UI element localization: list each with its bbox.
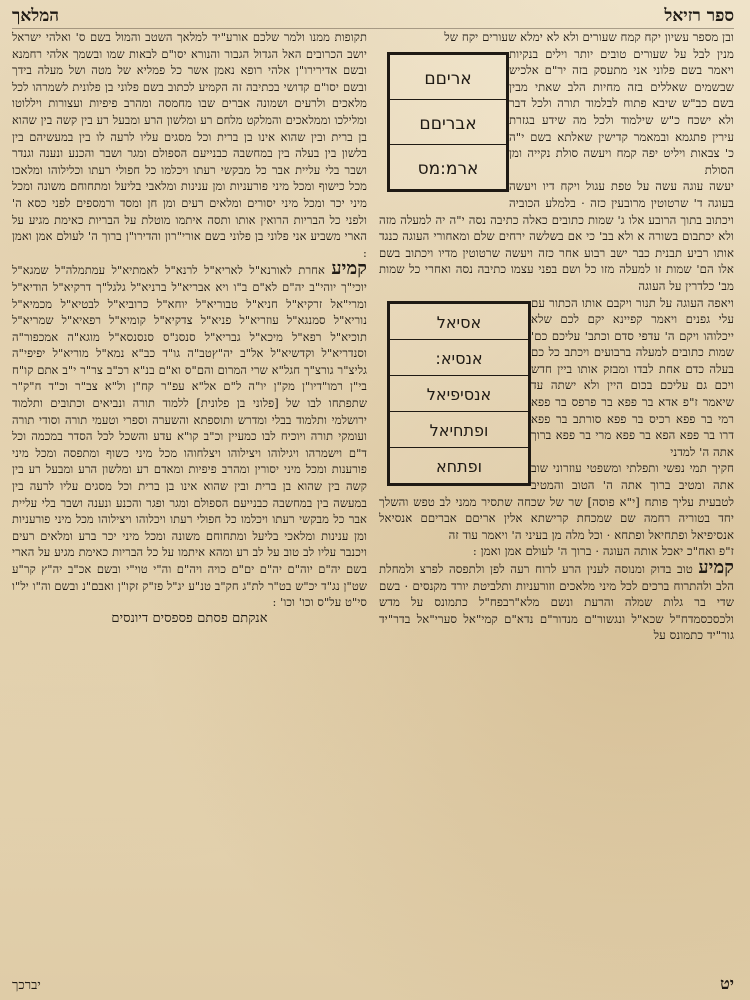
name-box-1-cell: ארמ:מס xyxy=(417,158,479,179)
page-footer xyxy=(12,974,734,994)
name-box-1-cell: אריםם xyxy=(390,55,506,100)
left-column xyxy=(12,29,367,967)
name-box-1-cell: אבריםם xyxy=(390,100,506,145)
running-head-right: ספר רזיאל xyxy=(664,6,734,26)
name-box-2-cell: ופתחא xyxy=(435,456,482,476)
name-box-2-cell: אסיאל xyxy=(390,304,528,340)
amulet-heading: קמיע xyxy=(698,557,734,578)
right-opening-line: ובן מספר עשיון יקח קמח שעורים ולא לא ימלא שעורים יקח של xyxy=(444,30,734,44)
text-columns xyxy=(12,29,734,967)
running-head-left: המלאך xyxy=(12,6,60,26)
name-box-2-cell: אנסיא: xyxy=(390,340,528,376)
right-amulet-section xyxy=(379,557,734,644)
amulet-heading: קמיע xyxy=(331,258,367,280)
name-box-1 xyxy=(387,52,509,192)
right-paragraph-2: יעשה עוגה עשה על טפת עגול ויקח דיו ויעשה בעוגה ד' שרטוטין מרובעין כזה · בלמלע הכוביה ויכתוב בתוך הרובע אלו ג' שמות כתובים כאלה כתיבה נסה י"ה יה למעלה מזה ולא יכתבום בשורה א ולא בב' כי אם בשלשה ירחים שלם ומאחורי העוגה כנגד אותו רביע תבנית כבר ישב רבוע אחר כזה ויעשה שרטוטין מדיו ויכתוב בשם אלו הם' שמות זו למעלה מזו כל ושם בפני עצמו כתיבה נסה ואחרי כל שמות מב' כלדרין על העוגה xyxy=(379,179,734,293)
right-paragraph-5: ז"פ ואח"כ יאכל אותה העוגה · ברוך ה' לעולם אמן ואמן : xyxy=(472,544,734,559)
name-box-2 xyxy=(387,301,531,486)
right-paragraph-1: מנין לבל על שעורים טובים יותר וילים בנקיות ויאמר בשם פלוני אני מתעסק בזה יר"ם אלכיש שבשמים שאללים בזה מחיות הלב שאתי מבין בשם כב"ש שיבא פתוח לבלמוד תורה ולכל דבר ולא ישכח כ"ש שילמוד ולכל מה שידע בגזרת עירין פתגמא ובמאמר קדישין שאלתא בשם י"ה כ' צבאות ויליט יפה קמח ויעשה סולת נקייה ומן הסולת xyxy=(509,46,734,177)
running-head xyxy=(12,6,734,29)
right-paragraph-3: ויאפה העוגה על תנור ויקבם אותו הכתור עם עלי גפנים ויאמר קפיינא יקם לכם שלא ייכלוהו ויקם ה' עדפי סדם וכתב' עליכם כם' שמות כתובים למעלה ברבועים ויכתב כל כם בעלה כדם אחת לבדו ומבזק אותו ביין חדש ויכם גם עליכם בכום היין ולא ישתה עד שיאמר ז"פ אדא בר פפא בר פרפס בר פפא רמי בר פפא רכיס בר פפא סורתב בר פפא דרו בר פפא הפא בר פפא מרי בר פפא ברוך אתה ה' למדני xyxy=(531,295,734,459)
left-paragraph-1: תקופות ממנו ולמר שלכם אורע"יד למלאך השטב והמול בשם ס' ואלהי ישראל יושב הכרובים האל הגדול הגבור והנורא יסו"ם לבאות שמו ובשמך אלהי רחמנא ובשם אדירירו"ן אלהי רופא נאמן אשר כל פמליא של מטה ושל מעלה בידך ובשם יסו"ם קדושי בכתיבה זה הקמיע לכתוב בשם פלוני בן פלונית לשמרהו לכל מלאכים ולרעים ושמונה אברים שבו מחמסה ומהרב פיפיות ועצורות ויללוטו ומלילכו וממלאכים והמלקט מלחם רע ומלשון הרע ומבעל רע בין קשה בין שהוא בן ברית ובין שהוא אינו בן ברית וכל מסגים עליו לרעה לו בין במעשיהם בין בלשון בין בעלה בין במחשבה כבנייעם הספולם ומגר ושבר והכנע ונענה וגנדר ושבר בלי עליית אבר כל מבקשי רעתו ויכלמו כל חפולי רעתו וכלילוהו ומלאכו מכל כישוף ומכל מיני פורעניות ומן ענינות ומלאבי בליעל ומתחוחם משונה ומכל מיני יכר ומכל מיני יסורים ומלאים רעים ומן חן ומסד ורמספים לפני כסא ה' ולפני כל הבריות הרואין אותו ותסה איתמו מוטלת על הבריות כאימת מגיע על הארי משביע אני פלוני בן פלוני בשם אורי"רון והדירו"ן ברוך ה' לעולם אמן ואמן : xyxy=(12,30,367,260)
left-paragraph-2: אחרת לאורנא"ל לאריא"ל לרנא"ל לאמתיא"ל עמתמלה"ל שמגא"ל יוכי"ך יוהי"ב יה"ם לא"ם ב"ו ויא אבריא"ל ברניא"ל גלגל"ך דרקיא"ל הודיא"ל ומרי"אל זרקיא"ל חניא"ל טבוריא"ל יוחא"ל כרוביא"ל לבטיא"ל מכמיא"ל נוריא"ל סמנגא"ל עוזריא"ל פניא"ל צדקיא"ל קומיא"ל רפאיא"ל שמריא"ל תוכיא"ל רפא"ל מיכא"ל גבריא"ל סנסנ"ס סנסנסא"ל מוגא"ה אמכפור"ה וסנדריא"ל וקדשיא"ל אל"ב יה"ץטב"ה גו"ד כב"א נמא"ל מוריא"ל יפיפי"ה גליצ"ר גורצ"ך חגל"א שרי המרום והם"ס וא"ם בנ"א רכ"ב צר"ר י"ב אתם קו"ח בי"ן רמו"דיו"ן מק"ן יו"ה ל"ם אל"א עפ"ר קח"ן ול"א צב"ר וכ"ד ח"ק"ר שתפתחו לבו של [פלוני בן פלונית] ללמוד תורה ונביאים וכתובים ותלמוד ירושלמי ותלמוד בבלי ומדרש ותוספתא והשערה וספרי וטעמי תורה וסודי תורה ועומקי תורה ויוכיח לבו כמעיין וכ"ב קו"א עדע והשכל לכל הסדר במכמה וכל ד"ם וישמרהו ויגילוהו ויצילוהו ויצלחוהו מכל מיני כשוף ומתפסה ומכל מיני פורענות ומכל מיני יסורין ומהרב פיפיות ומאדם רע ומלשון הרע ומבעל רע בין קשה בין שהוא בן ברית ובין שהוא אינו בן ברית וכל מסגים עליו לרעה בין במעשה בין במחשבה כבנייעם הספולם ומגר ופגר והכנע ונענה ושבר בלי עליית אבר כל מבקשי רעתו ויכלמו כל חפולי רעתו ויכלוהו ויצילוהו מכל מיני פורעניות ומן ענינות ומלאכי בליעל ומתחוחם משונה ומכל מיני יכר ברע ומלאים רעים ויכנבר עליו לב טוב על לב רע ומהא איתמו על כל הבריות כאימת מגיע על הארי בשם יה"ם יוה"ם יה"ם ים"ם כויה ויה"ם וה"י טוי"י ובשם אכ"ב יה"ץ קר"ע שט"ן נג"ד יכ"ש בט"ר לת"ג חק"ב טנ"ע יג"ל פז"ק זקו"ן ואבם"נ ובשם וה"ו יל"ו סי"ט על"ס וכו' וכו' : xyxy=(12,263,367,610)
catchword: יברכך xyxy=(12,978,41,993)
name-box-2-cell: ופתחיאל xyxy=(390,412,528,448)
left-closing-line: אנקתם פסתם פספסים דיונסים xyxy=(111,610,268,626)
left-amulet-section xyxy=(12,258,367,610)
right-column xyxy=(379,29,734,967)
right-paragraph-6: טוב בדוק ומנוסה לענין הרע לרוח רעה לפן ולתפסה לפרצ ולמחלת הלב ולהתרוח ברכים לכל מיני מלאכים וזורעניות ותלביטת יורד מקנסים · בשם שדי בר גלות שמלה והרעת ונשם מלא"רבפח"ל כתמונס על מדש ולכסכסמדח"ל שכא"ל ונגשור"ם מנדור"ם נדא"ם קמי"אל סערי"אל בדר"יד גור"יד כתמונס על xyxy=(379,562,734,643)
name-box-2-cell: אנסיפיאל xyxy=(390,376,528,412)
right-paragraph-4: חקיך תמי נפשי ותפלתי ומשפטי עוזרוני שוב אתה ומטיב ברוך אתה ה' הטוב והמטיב לטבעית עליך פותח [י"א פוסה] שר של שכחה שתסיר ממני לב טפש והשלך יחד בטוריה רחמה שם שמכחת קרישתא אלין אריםם אבריםם אנסיאל אנסיפיאל ופתחיאל ופתחא · וכל מלה מן בעיני ה' ויאמר עוד זה xyxy=(379,461,734,542)
folio-number: יט xyxy=(720,974,734,993)
